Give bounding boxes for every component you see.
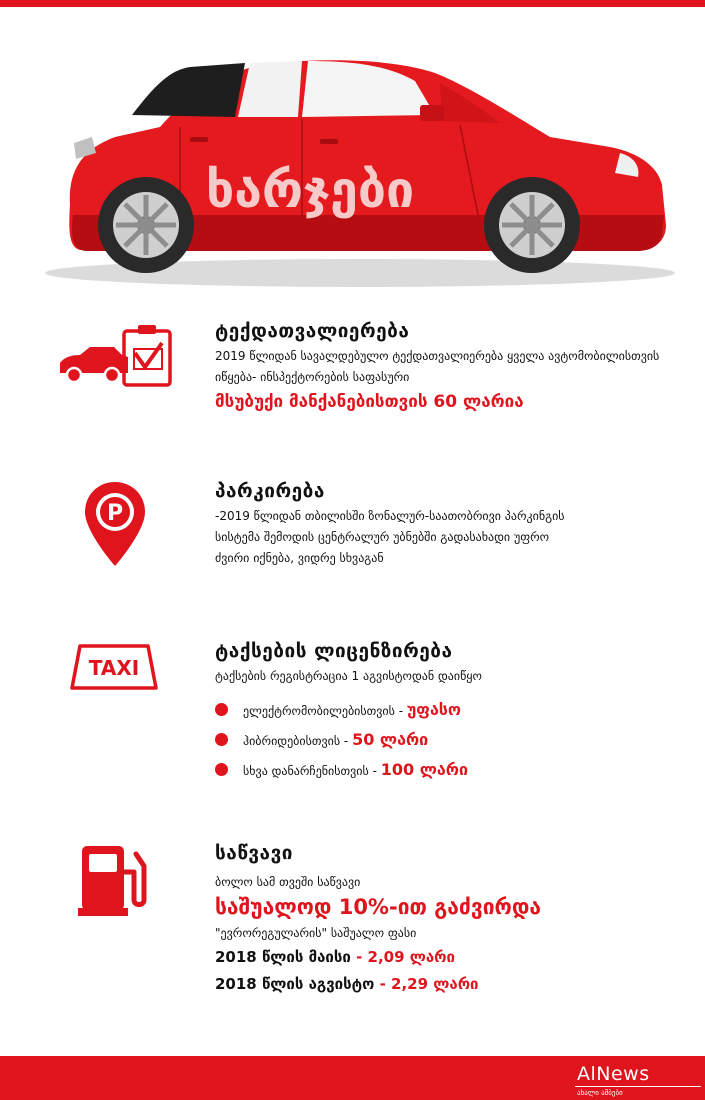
fuel-price-label: 2018 წლის მაისი bbox=[215, 948, 351, 966]
fuel-price-label: 2018 წლის აგვისტო bbox=[215, 975, 375, 993]
top-accent-bar bbox=[0, 0, 705, 7]
fuel-body: ბოლო სამ თვეში საწვავი bbox=[215, 875, 361, 889]
taxi-section bbox=[215, 640, 685, 785]
bullet-label: სხვა დანარჩენისთვის - bbox=[243, 764, 381, 778]
fuel-note: "ევრორეგულარის" საშუალო ფასი bbox=[215, 926, 417, 940]
list-item bbox=[215, 725, 685, 755]
inspection-section bbox=[215, 320, 685, 412]
list-item bbox=[215, 695, 685, 725]
bullet-dot-icon bbox=[215, 703, 228, 716]
car-inspection-icon bbox=[58, 323, 174, 387]
fuel-price-value: - 2,29 ლარი bbox=[374, 975, 479, 993]
inspection-body: 2019 წლიდან სავალდებულო ტექდათვალიერება ყველა ავტომობილისთვის იწყება- ინსპექტორების საფასური bbox=[215, 349, 660, 384]
brand-tagline: ახალი ამბები bbox=[577, 1089, 623, 1097]
list-item bbox=[215, 755, 685, 785]
car-title: ხარჯები bbox=[205, 161, 415, 219]
bullet-value: უფასო bbox=[406, 700, 461, 719]
brand-name: AlNews bbox=[575, 1062, 701, 1087]
inspection-price: მსუბუქი მანქანებისთვის 60 ლარია bbox=[215, 392, 524, 412]
parking-body: -2019 წლიდან თბილისში ზონალურ-საათობრივი პარკინგის სისტემა შემოდის ცენტრალურ უბნებში გადასახადი უფრო ძვირი იქნება, ვიდრე სხვაგან bbox=[215, 509, 565, 565]
taxi-title: ტაქსების ლიცენზირება bbox=[215, 640, 453, 662]
fuel-price-value: - 2,09 ლარი bbox=[350, 948, 455, 966]
bullet-dot-icon bbox=[215, 733, 228, 746]
car-illustration bbox=[40, 55, 680, 290]
taxi-fee-list bbox=[215, 695, 685, 785]
parking-section bbox=[215, 480, 685, 569]
parking-title: პარკირება bbox=[215, 480, 325, 502]
fuel-pump-icon bbox=[78, 842, 154, 918]
taxi-sign-text: TAXI bbox=[88, 656, 140, 680]
bullet-label: ჰიბრიდებისთვის - bbox=[243, 734, 353, 748]
taxi-body: ტაქსების რეგისტრაცია 1 აგვისტოდან დაიწყო bbox=[215, 669, 482, 683]
parking-letter: P bbox=[106, 501, 124, 526]
taxi-sign-icon bbox=[70, 642, 158, 692]
fuel-title: საწვავი bbox=[215, 842, 293, 864]
bullet-label: ელექტრომობილებისთვის - bbox=[243, 704, 407, 718]
bullet-value: 100 ლარი bbox=[380, 760, 468, 779]
bullet-value: 50 ლარი bbox=[352, 730, 429, 749]
fuel-increase: საშუალოდ 10%-ით გაძვირდა bbox=[215, 895, 541, 919]
brand-logo[interactable] bbox=[575, 1062, 701, 1097]
fuel-section bbox=[215, 842, 685, 998]
bullet-dot-icon bbox=[215, 763, 228, 776]
fuel-price-row bbox=[215, 971, 685, 998]
footer-bar bbox=[0, 1056, 705, 1100]
inspection-title: ტექდათვალიერება bbox=[215, 320, 410, 342]
fuel-price-row bbox=[215, 944, 685, 971]
parking-pin-icon bbox=[83, 480, 147, 568]
